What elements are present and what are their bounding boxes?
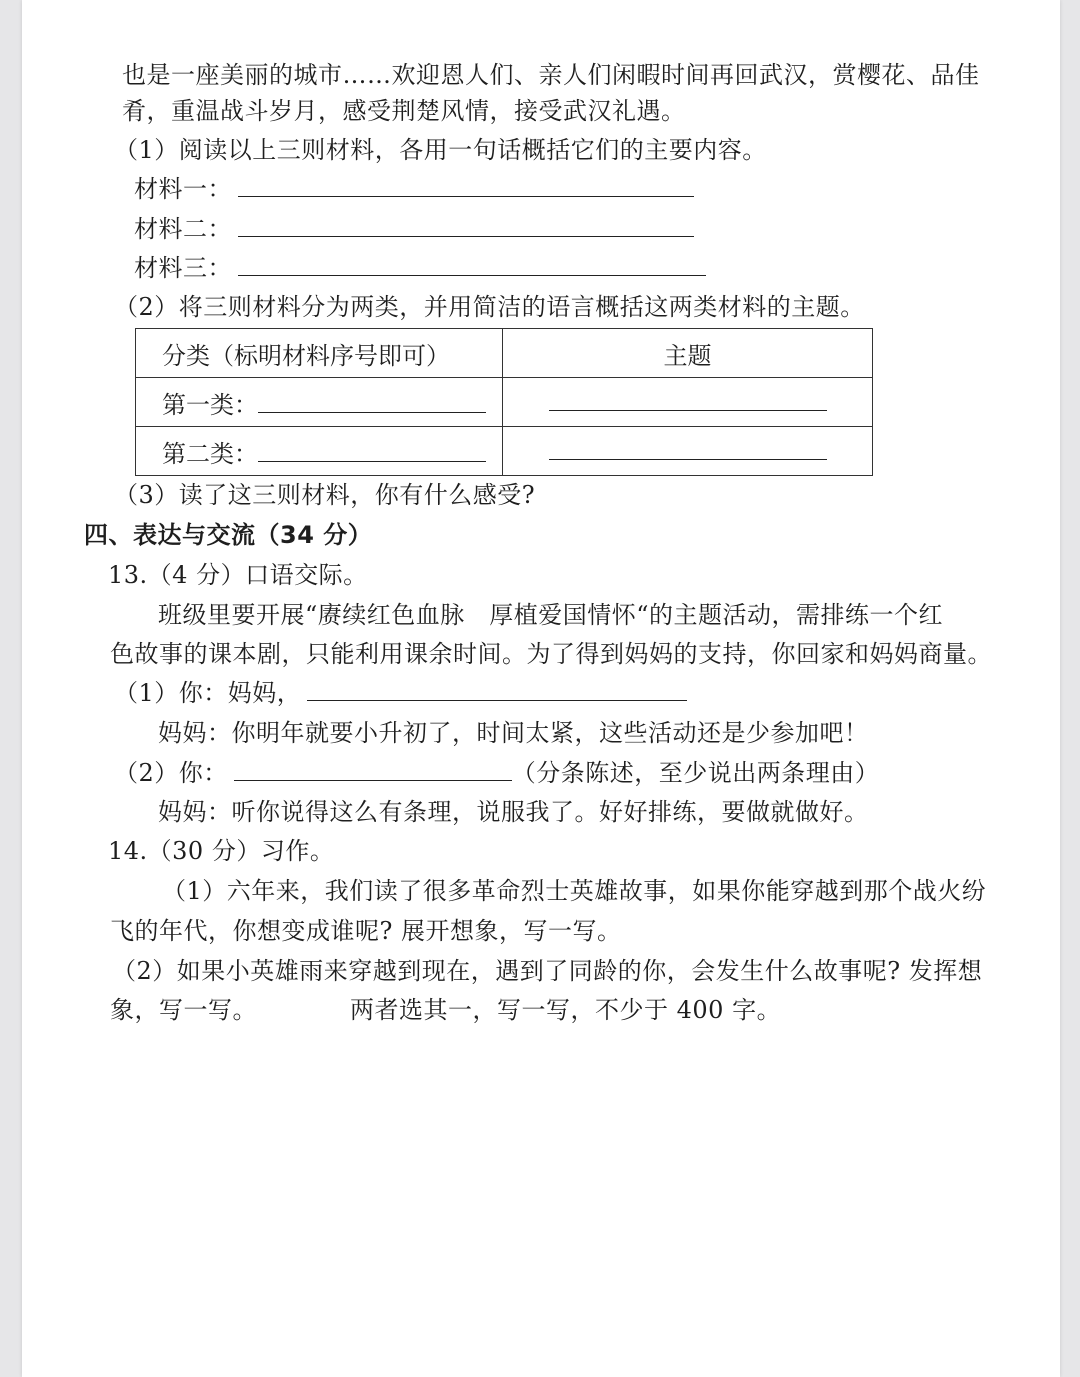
material-1-answer-blank[interactable] (238, 174, 694, 197)
dialogue-you-2-note: （分条陈述，至少说出两条理由） (511, 759, 880, 787)
table-header-category: 分类（标明材料序号即可） (136, 329, 503, 378)
table-cell-category-1 (136, 378, 503, 427)
table-cell-theme-2 (503, 427, 873, 476)
dialogue-you-2-text: （2）你： (114, 759, 228, 787)
question-14-option-2-line-2: 象，写一写。 (110, 996, 257, 1024)
question-14-option-1-line-1: （1）六年来，我们读了很多革命烈士英雄故事，如果你能穿越到那个战火纷 (162, 877, 987, 905)
theme-2-blank[interactable] (549, 437, 827, 460)
category-1-blank[interactable] (258, 390, 486, 413)
question-14-heading: 14.（30 分）习作。 (108, 837, 335, 865)
table-row (136, 427, 873, 476)
question-13-paragraph-line-1: 班级里要开展“赓续红色血脉 厚植爱国情怀“的主题活动，需排练一个红 (158, 601, 944, 629)
passage-line-1: 也是一座美丽的城市……欢迎恩人们、亲人们闲暇时间再回武汉，赏樱花、品佳 (122, 61, 980, 89)
question-13-paragraph-line-2: 色故事的课本剧，只能利用课余时间。为了得到妈妈的支持，你回家和妈妈商量。 (110, 640, 992, 668)
material-1-row (134, 174, 694, 204)
material-1-label: 材料一： (134, 175, 232, 203)
material-2-answer-blank[interactable] (238, 214, 694, 237)
table-header-theme: 主题 (503, 329, 873, 378)
question-14-option-1-line-2: 飞的年代，你想变成谁呢? 展开想象，写一写。 (110, 917, 622, 945)
section-4-heading: 四、表达与交流（34 分） (84, 521, 373, 549)
question-14-instruction: 两者选其一，写一写，不少于 400 字。 (350, 996, 782, 1024)
material-3-answer-blank[interactable] (238, 253, 706, 276)
dialogue-you-1 (114, 678, 687, 708)
material-3-row (134, 253, 706, 283)
table-cell-theme-1 (503, 378, 873, 427)
question-1-prompt: （1）阅读以上三则材料，各用一句话概括它们的主要内容。 (114, 136, 767, 164)
row-1-label: 第一类： (162, 390, 258, 419)
passage-line-2: 肴，重温战斗岁月，感受荆楚风情，接受武汉礼遇。 (122, 97, 686, 125)
question-3-prompt: （3）读了这三则材料，你有什么感受? (114, 481, 536, 509)
table-cell-category-2 (136, 427, 503, 476)
question-2-prompt: （2）将三则材料分为两类，并用简洁的语言概括这两类材料的主题。 (114, 293, 865, 321)
dialogue-you-1-text: （1）你：妈妈， (114, 679, 302, 707)
theme-1-blank[interactable] (549, 388, 827, 411)
material-2-label: 材料二： (134, 215, 232, 243)
dialogue-you-1-blank[interactable] (307, 678, 687, 701)
dialogue-you-2 (114, 758, 879, 788)
material-2-row (134, 214, 694, 244)
dialogue-you-2-blank[interactable] (234, 758, 512, 781)
question-13-heading: 13.（4 分）口语交际。 (108, 561, 368, 589)
dialogue-mom-2: 妈妈：听你说得这么有条理，说服我了。好好排练，要做就做好。 (158, 798, 869, 826)
question-14-option-2-line-1: （2）如果小英雄雨来穿越到现在，遇到了同龄的你，会发生什么故事呢? 发挥想 (112, 957, 983, 985)
table-row (136, 378, 873, 427)
row-2-label: 第二类： (162, 439, 258, 468)
dialogue-mom-1: 妈妈：你明年就要小升初了，时间太紧，这些活动还是少参加吧！ (158, 719, 869, 747)
category-2-blank[interactable] (258, 439, 486, 462)
table-header-row (136, 329, 873, 378)
classification-table (135, 328, 873, 476)
material-3-label: 材料三： (134, 254, 232, 282)
worksheet-page (22, 0, 1060, 1377)
